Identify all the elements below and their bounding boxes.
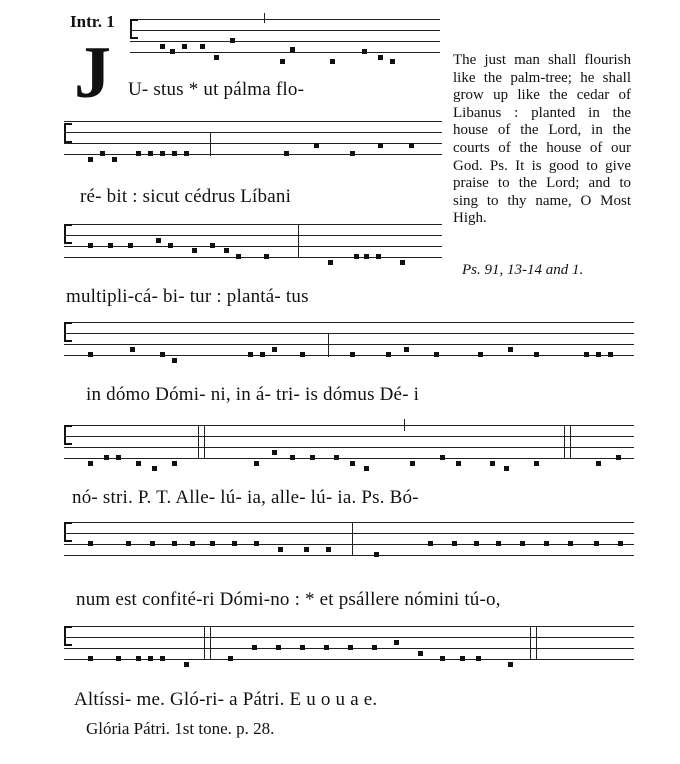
lyric-line-3: multipli-cá- bi- tur : plantá- tus [66,286,309,307]
c-clef-icon [64,224,72,244]
staff-6 [64,522,634,558]
staff-5 [64,425,634,461]
english-translation: The just man shall flourish like the palm-tree; he shall grow up like the cedar of Libanus : planted in the house of the Lord, in the courts of the house of our God. Ps. It is good to give praise to the Lord; and to sing to thy name, O Most High. [453,52,631,227]
footer-note: Glória Pátri. 1st tone. p. 28. [86,719,275,738]
staff-1 [130,19,440,55]
staff-7 [64,626,634,662]
scripture-reference: Ps. 91, 13-14 and 1. [462,262,584,278]
lyric-line-2: ré- bit : sicut cédrus Líbani [80,186,292,207]
c-clef-icon [64,522,72,542]
lyric-line-1: U- stus * ut pálma flo- [128,79,305,100]
c-clef-icon [64,626,72,646]
staff-4 [64,322,634,358]
c-clef-icon [130,19,138,39]
lyric-line-6: num est confité-ri Dómi-no : * et psállere nómini tú-o, [76,589,501,610]
staff-3 [64,224,442,260]
lyric-line-7: Altíssi- me. Gló-ri- a Pátri. E u o u a e. [74,689,378,710]
c-clef-icon [64,425,72,445]
staff-2 [64,121,442,157]
c-clef-icon [64,322,72,342]
lyric-line-5: nó- stri. P. T. Alle- lú- ia, alle- lú- ia. Ps. Bó- [72,487,419,508]
lyric-line-4: in dómo Dómi- ni, in á- tri- is dómus Dé- i [86,384,420,405]
drop-cap-initial: J [74,32,111,114]
mode-label: Intr. 1 [70,12,115,31]
c-clef-icon [64,123,72,143]
